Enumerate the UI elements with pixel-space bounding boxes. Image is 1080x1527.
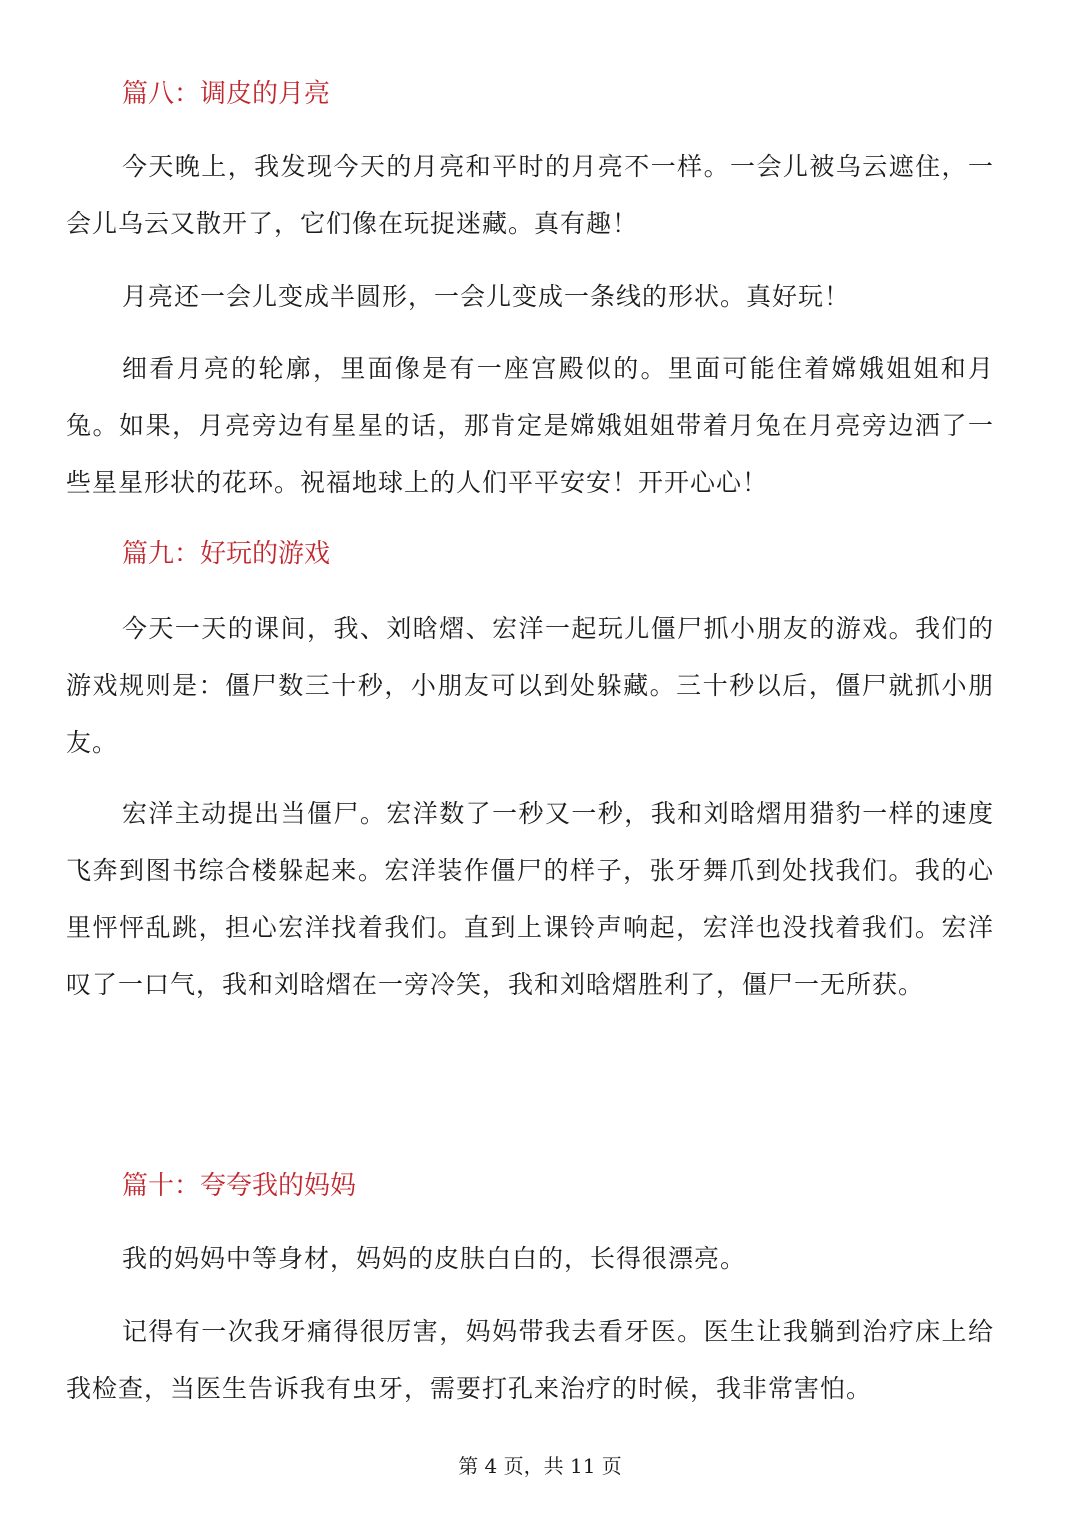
paragraph: 宏洋主动提出当僵尸。宏洋数了一秒又一秒，我和刘晗熠用猎豹一样的速度飞奔到图书综合楼躲起来。宏洋装作僵尸的样子，张牙舞爪到处找我们。我的心里怦怦乱跳，担心宏洋找着我们。直到上课铃声响起，宏洋也没找着我们。宏洋叹了一口气，我和刘晗熠在一旁冷笑，我和刘晗熠胜利了，僵尸一无所获。 — [66, 799, 994, 999]
section-heading: 篇九：好玩的游戏 — [122, 539, 331, 569]
paragraph: 月亮还一会儿变成半圆形，一会儿变成一条线的形状。真好玩！ — [122, 282, 851, 311]
paragraph: 今天一天的课间，我、刘晗熠、宏洋一起玩儿僵尸抓小朋友的游戏。我们的游戏规则是：僵尸数三十秒，小朋友可以到处躲藏。三十秒以后，僵尸就抓小朋友。 — [66, 614, 994, 757]
section-heading: 篇十：夸夸我的妈妈 — [122, 1171, 357, 1201]
paragraph: 今天晚上，我发现今天的月亮和平时的月亮不一样。一会儿被乌云遮住，一会儿乌云又散开了，它们像在玩捉迷藏。真有趣！ — [66, 152, 994, 238]
page-number-footer: 第 4 页，共 11 页 — [458, 1454, 622, 1478]
paragraph: 细看月亮的轮廓，里面像是有一座宫殿似的。里面可能住着嫦娥姐姐和月兔。如果，月亮旁边有星星的话，那肯定是嫦娥姐姐带着月兔在月亮旁边洒了一些星星形状的花环。祝福地球上的人们平平安安！开开心心！ — [66, 354, 994, 497]
paragraph: 记得有一次我牙痛得很厉害，妈妈带我去看牙医。医生让我躺到治疗床上给我检查，当医生告诉我有虫牙，需要打孔来治疗的时候，我非常害怕。 — [66, 1317, 994, 1403]
section-heading: 篇八：调皮的月亮 — [122, 79, 331, 109]
paragraph: 我的妈妈中等身材，妈妈的皮肤白白的，长得很漂亮。 — [122, 1244, 747, 1273]
